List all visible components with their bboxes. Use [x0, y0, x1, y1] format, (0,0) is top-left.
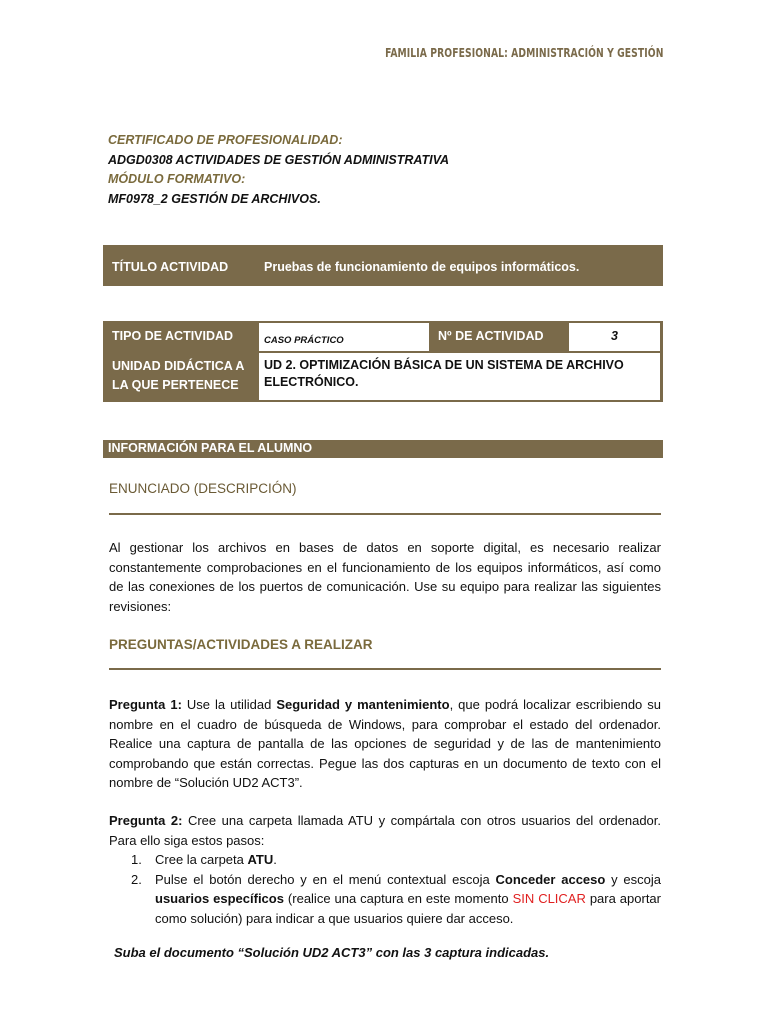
step-text: .: [273, 852, 277, 867]
submission-note: Suba el documento “Solución UD2 ACT3” con las 3 captura indicadas.: [114, 945, 550, 960]
question-2: [109, 811, 661, 928]
statement-heading: ENUNCIADO (DESCRIPCIÓN): [109, 481, 297, 496]
step-text: para aportar como solución) para indicar a que usuarios quiere dar acceso.: [155, 891, 661, 926]
module-label: MÓDULO FORMATIVO:: [108, 172, 246, 186]
student-info-label: INFORMACIÓN PARA EL ALUMNO: [108, 441, 313, 455]
didactic-unit-value: UD 2. OPTIMIZACIÓN BÁSICA DE UN SISTEMA DE ARCHIVO ELECTRÓNICO.: [264, 358, 624, 389]
activity-title-label: TÍTULO ACTIVIDAD: [112, 260, 229, 274]
step-text: y escoja: [605, 871, 661, 887]
step-bold: Conceder acceso: [495, 871, 606, 887]
activity-number-value: 3: [611, 329, 618, 343]
activity-info-table: [103, 321, 663, 402]
questions-heading: PREGUNTAS/ACTIVIDADES A REALIZAR: [109, 637, 373, 652]
step-number: 1.: [131, 852, 142, 867]
question-1: [109, 695, 661, 793]
step-bold: ATU: [247, 852, 274, 867]
questions-divider: [109, 668, 661, 670]
didactic-unit-label: UNIDAD DIDÁCTICA A LA QUE PERTENECE: [112, 359, 244, 392]
didactic-unit-cell: [259, 353, 660, 400]
list-item: [109, 850, 661, 870]
student-info-bar: [103, 440, 663, 458]
activity-type-cell: [259, 323, 429, 351]
list-item: [109, 870, 661, 929]
question-2-steps: [109, 850, 661, 928]
step-text: (realice una captura en este momento: [283, 891, 513, 906]
step-text: Pulse el botón derecho y en el menú contextual escoja: [155, 871, 496, 887]
question-1-text-b: , que podrá localizar escribiendo su nombre en el cuadro de búsqueda de Windows, para comprobar el estado del ordenador. Realice una captura de pantalla de las opciones de seguridad y de las de mantenimiento comprobando que están correctas. Pegue las dos capturas en un documento de texto con el nombre de “Solución UD2 ACT3”.: [109, 697, 662, 790]
certificate-value: ADGD0308 ACTIVIDADES DE GESTIÓN ADMINISTRATIVA: [108, 152, 450, 167]
statement-divider: [109, 513, 661, 515]
activity-number-label: Nº DE ACTIVIDAD: [438, 329, 544, 343]
certificate-block: [108, 131, 449, 209]
activity-title-value: Pruebas de funcionamiento de equipos informáticos.: [264, 260, 580, 274]
module-value: MF0978_2 GESTIÓN DE ARCHIVOS.: [108, 191, 321, 206]
step-bold: usuarios específicos: [155, 891, 284, 906]
activity-type-label: TIPO DE ACTIVIDAD: [112, 329, 234, 343]
activity-number-cell: [569, 323, 660, 351]
question-2-intro: Cree una carpeta llamada ATU y compártala con otros usuarios del ordenador. Para ello siga estos pasos:: [109, 813, 661, 848]
activity-type-value: CASO PRÁCTICO: [264, 335, 344, 346]
statement-text: Al gestionar los archivos en bases de datos en soporte digital, es necesario realizar constantemente comprobaciones en el funcionamiento de los equipos informáticos, así como de las conexiones de los puertos de comunicación. Use su equipo para realizar las siguientes revisiones:: [109, 540, 661, 614]
step-number: 2.: [131, 871, 142, 887]
document-header-family: FAMILIA PROFESIONAL: ADMINISTRACIÓN Y GESTIÓN: [384, 45, 663, 60]
question-1-label: Pregunta 1:: [109, 697, 182, 712]
question-2-label: Pregunta 2:: [109, 813, 183, 828]
activity-title-bar: [103, 245, 663, 286]
certificate-label: CERTIFICADO DE PROFESIONALIDAD:: [108, 133, 343, 147]
question-1-bold: Seguridad y mantenimiento: [276, 697, 450, 712]
question-1-text-a: Use la utilidad: [181, 697, 277, 712]
step-text: Cree la carpeta: [155, 852, 248, 867]
step-warning: SIN CLICAR: [512, 891, 586, 906]
